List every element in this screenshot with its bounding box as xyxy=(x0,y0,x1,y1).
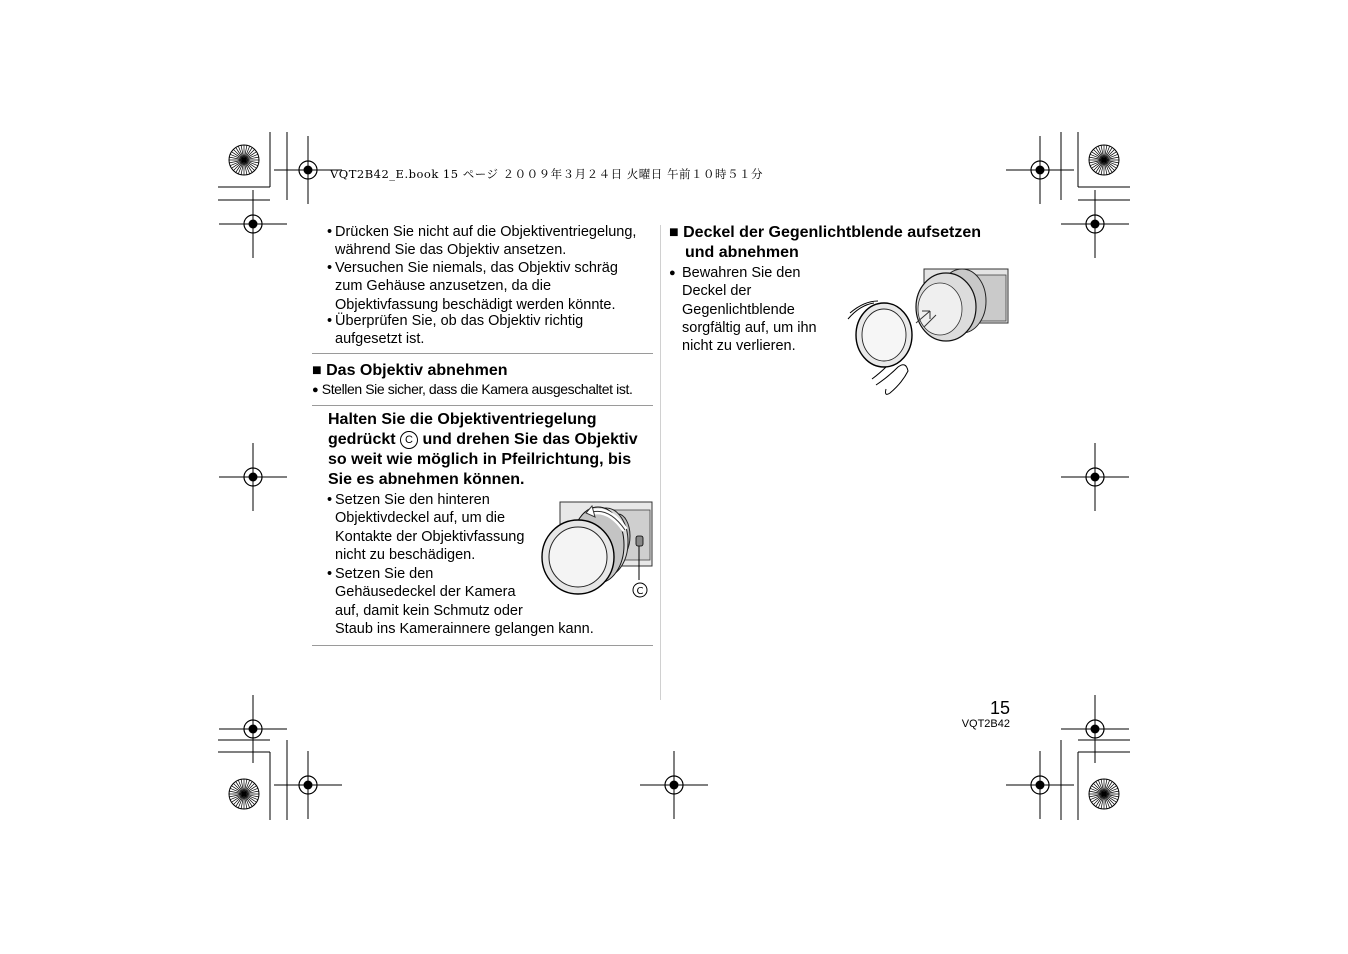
square-marker: ■ xyxy=(312,362,322,379)
divider xyxy=(312,645,653,646)
bullet-text: Setzen Sie den Gehäusedeckel der Kamera auf, damit kein Schmutz oder Staub ins Kamerainnere gelangen kann. xyxy=(335,566,594,637)
step-instruction: Halten Sie die Objektiventriegelung gedrückt C und drehen Sie das Objektiv so weit wie möglich in Pfeilrichtung, bis Sie es abnehmen können. xyxy=(328,411,638,488)
print-header: VQT2B42_E.book 15 ページ ２００９年３月２４日 火曜日 午前１０時５１分 xyxy=(330,167,763,181)
list-item: • Versuchen Sie niemals, das Objektiv schräg zum Gehäuse anzusetzen, da die Objektivfassung beschädigt werden könnte. xyxy=(327,260,618,313)
section-note: ● Stellen Sie sicher, dass die Kamera ausgeschaltet ist. xyxy=(312,381,633,397)
section-title: Deckel der Gegenlichtblende aufsetzen xyxy=(683,224,981,241)
list-item: • Setzen Sie den Gehäusedeckel der Kamera auf, damit kein Schmutz oder Staub ins Kamerainnere gelangen kann. xyxy=(327,566,594,637)
page-number: 15 xyxy=(989,698,1010,718)
callout-c: C xyxy=(400,431,418,449)
divider xyxy=(312,405,653,406)
svg-text:C: C xyxy=(636,586,644,597)
column-separator xyxy=(660,225,661,700)
list-item: • Überprüfen Sie, ob das Objektiv richtig aufgesetzt ist. xyxy=(327,313,584,348)
divider xyxy=(312,353,653,354)
list-item: • Setzen Sie den hinteren Objektivdeckel auf, um die Kontakte der Objektivfassung nicht zu beschädigen. xyxy=(327,492,525,563)
doc-code: VQT2B42 xyxy=(961,718,1010,730)
list-item: • Drücken Sie nicht auf die Objektiventriegelung, während Sie das Objektiv ansetzen. xyxy=(327,224,637,259)
lens-hood-illustration xyxy=(846,267,1010,399)
bullet-text: Setzen Sie den hinteren Objektivdeckel auf, um die Kontakte der Objektivfassung nicht zu beschädigen. xyxy=(335,492,525,563)
bullet-text: Drücken Sie nicht auf die Objektiventriegelung, während Sie das Objektiv ansetzen. xyxy=(335,224,637,259)
bullet-text: Versuchen Sie niemals, das Objektiv schräg zum Gehäuse anzusetzen, da die Objektivfassung beschädigt werden könnte. xyxy=(335,260,618,313)
square-marker: ■ xyxy=(669,224,679,241)
bullet-text: Überprüfen Sie, ob das Objektiv richtig aufgesetzt ist. xyxy=(335,313,584,348)
section-title: Das Objektiv abnehmen xyxy=(326,362,508,379)
lens-removal-illustration xyxy=(540,500,655,602)
section-heading: ■ Deckel der Gegenlichtblende aufsetzen und abnehmen xyxy=(669,224,981,261)
section-heading xyxy=(312,361,508,381)
note-item: ● Bewahren Sie den Deckel der Gegenlichtblende sorgfältig auf, um ihn nicht zu verlieren. xyxy=(669,265,817,355)
